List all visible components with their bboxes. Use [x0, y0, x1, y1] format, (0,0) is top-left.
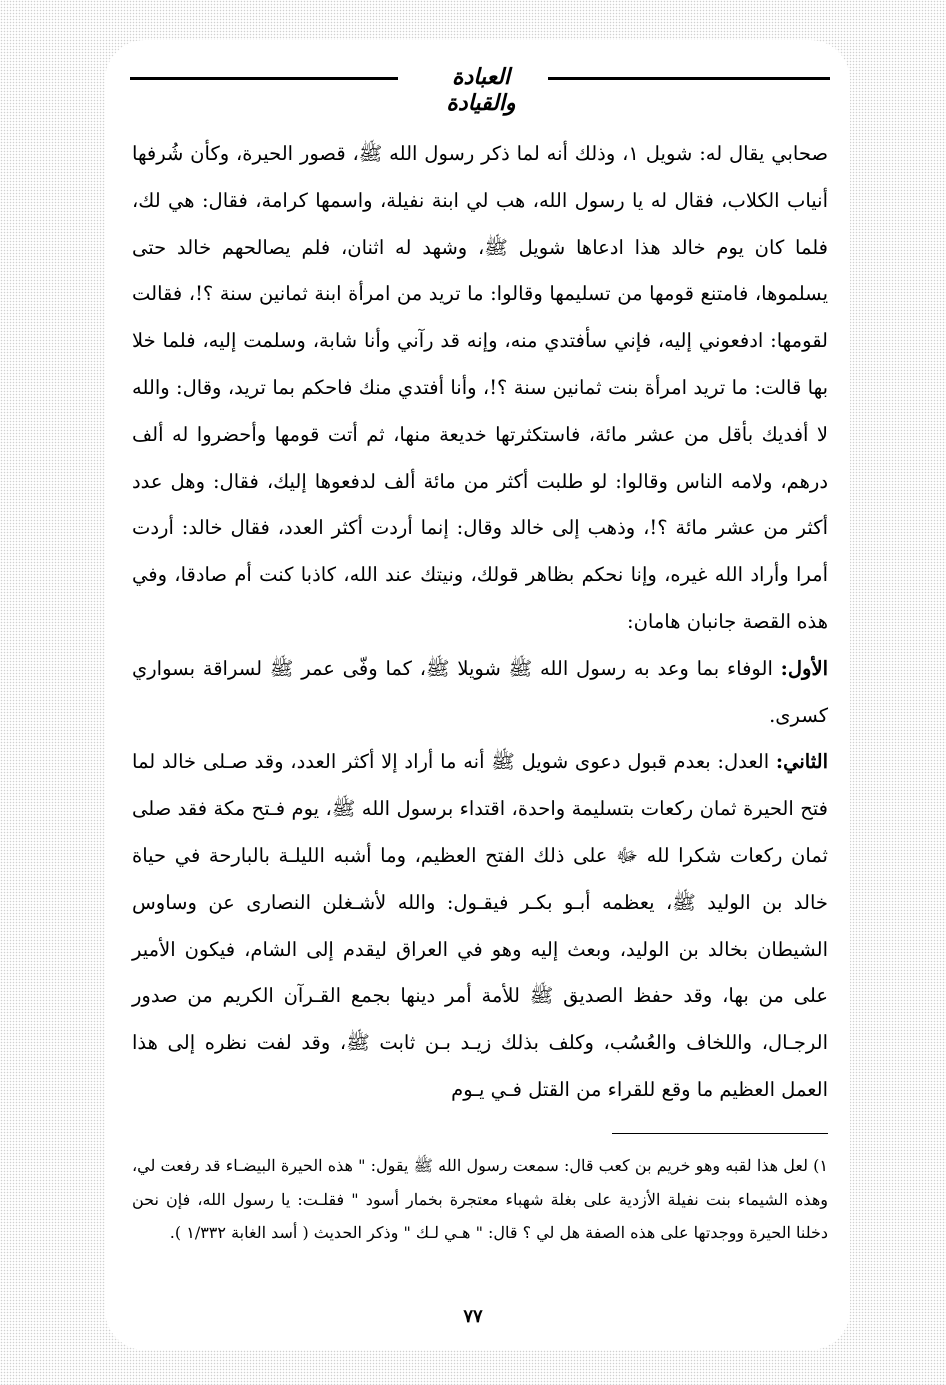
footnote — [132, 1149, 828, 1250]
main-text — [132, 131, 828, 1114]
first-point-text: الوفاء بما وعد به رسول الله ﷺ شويلا ﷺ، كما وفّى عمر ﷺ لسراقة بسواري كسرى. — [132, 656, 828, 727]
footnote-text: ١) لعل هذا لقبه وهو خريم بن كعب قال: سمعت رسول الله ﷺ يقول: " هذه الحيرة البيضـاء قد رفعت لي، وهذه الشيماء بنت نفيلة الأزدية على بغلة شهباء معتجرة بخمار أسود " فقلـت: يا رسول الله، فإن نحن دخلنا الحيرة ووجدتها على هذه الصفة هل لي ؟ قال: " هـي لـك " وذكر الحديث ( أسد الغابة ١/٣٣٢ ). — [132, 1156, 828, 1242]
page-number: ٧٧ — [463, 1306, 483, 1327]
page-header — [130, 60, 830, 116]
header-rule-right — [548, 77, 830, 80]
header-title: العبادة والقيادة — [446, 64, 516, 116]
second-point-text: العدل: بعدم قبول دعوى شويل ﷺ أنه ما أراد إلا أكثر العدد، وقد صـلى خالد لما فتح الحيرة ثمان ركعات بتسليمة واحدة، اقتداء برسول الله ﷺ، يوم فـتح مكة فقد صلى ثمان ركعات شكرا لله ﷻ على ذلك الفتح العظيم، وما أشبه الليلـة بالبارحة في حياة خالد بن الوليد ﷺ، يعظمه أبـو بكـر فيقـول: والله لأشـغلن النصارى عن وساوس الشيطان بخالد بن الوليد، وبعث إليه وهو في العراق ليقدم إلى الشام، فيكون الأمير على من بها، وقد حفظ الصديق ﷺ للأمة أمر دينها بجمع القـرآن الكريم من صدور الرجـال، واللخاف والعُسُب، وكلف بذلك زيـد بـن ثابت ﷺ، وقد لفت نظره إلى هذا العمل العظيم ما وقع للقراء من القتل فـي يـوم — [132, 750, 828, 1101]
second-point-label: الثاني: — [775, 750, 828, 774]
body-paragraph: صحابي يقال له: شويل ١، وذلك أنه لما ذكر رسول الله ﷺ، قصور الحيرة، وكأن شُرفها أنياب الكلاب، فقال له يا رسول الله، هب لي ابنة نفيلة، واسمها كرامة، فقال: هي لك، فلما كان يوم خالد هذا ادعاها شويل ﷺ، وشهد له اثنان، فلم يصالحهم خالد حتى يسلموها، فامتنع قومها من تسليمها وقالوا: ما تريد من امرأة ابنة ثمانين سنة ؟!، فقالت لقومها: ادفعوني إليه، فإني سأفتدي منه، وإنه قد رآني وأنا شابة، وسلمت إليه، فلما خلا بها قالت: ما تريد امرأة بنت ثمانين سنة ؟!، وأنا أفتدي منك فاحكم بما تريد، وقال: والله لا أفديك بأقل من عشر مائة، فاستكثرتها خديعة منها، ثم أتت قومها وأحضروا له ألف درهم، ولامه الناس وقالوا: لو طلبت أكثر من مائة ألف لدفعوها إليك، فقال: وهل عدد أكثر من عشر مائة ؟!، وذهب إلى خالد وقال: إنما أردت أكثر العدد، فقال خالد: أردت أمرا وأراد الله غيره، وإنا نحكم بظاهر قولك، ونيتك عند الله، كاذبا كنت أم صادقا، وفي هذه القصة جانبان هامان: — [132, 142, 828, 633]
body-paragraph-second-point — [132, 739, 828, 1113]
body-paragraph-first-point — [132, 646, 828, 740]
first-point-label: الأول: — [780, 656, 828, 680]
header-rule-left — [130, 77, 398, 80]
footnote-separator — [612, 1133, 828, 1134]
